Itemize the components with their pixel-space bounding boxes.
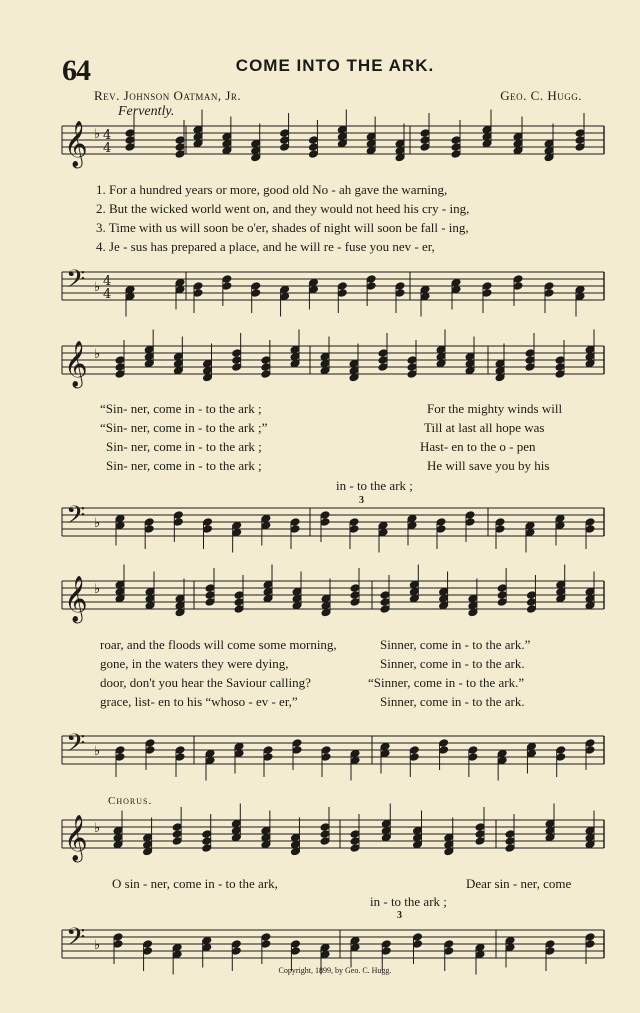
hymn-page: 𝄞 𝄢 ♭ ♭ 4 4 4 4 𝄞 𝄢 ♭ ♭ 𝄞 𝄢 ♭ ♭ 𝄞 𝄢 ♭ ♭ 64 COME INTO THE ARK. Rev. Johnson Oatman, Jr. Geo. C. Hugg. Fervently. 1. For a hundred years or more, good old No - ah gave the warning, 2. But the wicked world went on, and they would not heed his cry - ing, 3. Time with us will soon be o'er, shades of night will soon be fall - ing, 4. Je - sus has prepared a place, and he will re - fuse you nev - er, “Sin- ner, come in - to the ark ; For the mighty winds will “Sin- ner, come in - to the ark ;” Till at last all hope was Sin- ner, come in - to the ark ; Hast- en to the o - pen Sin- ner, come in - to the ark ; He will save you by his in - to the ark ; 3 roar, and the floods will come some morning, Sinner, come in - to the ark.” gone, in the waters they were dying, Sinner, come in - to the ark. door, don't you hear the Saviour calling? “Sinner, come in - to the ark.” grace, list- en to his “whoso - ev - er,” Sinner, come in - to the ark. Chorus. O sin - ner, come in - to the ark, Dear sin - ner, come in - to the ark ; 3 Copyright, 1899, by Geo. C. Hugg. (0, 0, 640, 1013)
svg-text:♭: ♭ (94, 347, 101, 362)
svg-text:♭: ♭ (94, 582, 101, 597)
s2-bass-text: in - to the ark ; (336, 478, 413, 493)
svg-text:♭: ♭ (94, 744, 101, 759)
system2-bass-staff (62, 508, 604, 536)
svg-text:𝄢: 𝄢 (66, 265, 86, 300)
hymn-title: COME INTO THE ARK. (235, 56, 435, 75)
svg-text:♭: ♭ (94, 127, 101, 142)
svg-text:♭: ♭ (94, 516, 101, 531)
svg-text:𝄞: 𝄞 (64, 121, 88, 167)
svg-text:𝄢: 𝄢 (66, 729, 86, 764)
svg-text:4: 4 (103, 128, 112, 143)
svg-text:♭: ♭ (94, 821, 101, 836)
chorus-bass-text: in - to the ark ; (370, 894, 447, 909)
verse-3-line: 3. Time with us will soon be o'er, shades of night will soon be fall - ing, (96, 220, 469, 235)
svg-text:4: 4 (103, 287, 112, 302)
system1-treble-staff (62, 126, 604, 154)
composer: Geo. C. Hugg. (500, 88, 582, 103)
verse-4-line: 4. Je - sus has prepared a place, and he will re - fuse you nev - er, (96, 239, 435, 254)
system2-treble-staff (62, 346, 604, 374)
page-number: 64 (62, 54, 90, 87)
svg-text:4: 4 (103, 141, 112, 156)
tempo-marking: Fervently. (118, 104, 175, 119)
svg-text:𝄞: 𝄞 (64, 576, 88, 622)
chorus-line-a: O sin - ner, come in - to the ark, (112, 876, 278, 891)
chorus-triplet: 3 (397, 910, 402, 921)
author: Rev. Johnson Oatman, Jr. (94, 88, 242, 103)
svg-text:𝄞: 𝄞 (64, 815, 88, 861)
copyright-notice: Copyright, 1899, by Geo. C. Hugg. (278, 966, 392, 975)
system3-treble-staff (62, 581, 604, 609)
svg-text:𝄢: 𝄢 (66, 501, 86, 536)
verse-2-line: 2. But the wicked world went on, and they would not heed his cry - ing, (96, 201, 470, 216)
svg-text:♭: ♭ (94, 280, 101, 295)
chorus-line-b: Dear sin - ner, come (466, 876, 572, 891)
verse-1-line: 1. For a hundred years or more, good old No - ah gave the warning, (96, 182, 448, 197)
chorus-label: Chorus. (108, 795, 153, 807)
s2-triplet: 3 (359, 495, 364, 506)
system1-bass-staff (62, 272, 604, 300)
system3-bass-staff (62, 736, 604, 764)
svg-text:𝄞: 𝄞 (64, 341, 88, 387)
svg-text:♭: ♭ (94, 938, 101, 953)
svg-text:𝄢: 𝄢 (66, 923, 86, 958)
svg-text:4: 4 (103, 274, 112, 289)
